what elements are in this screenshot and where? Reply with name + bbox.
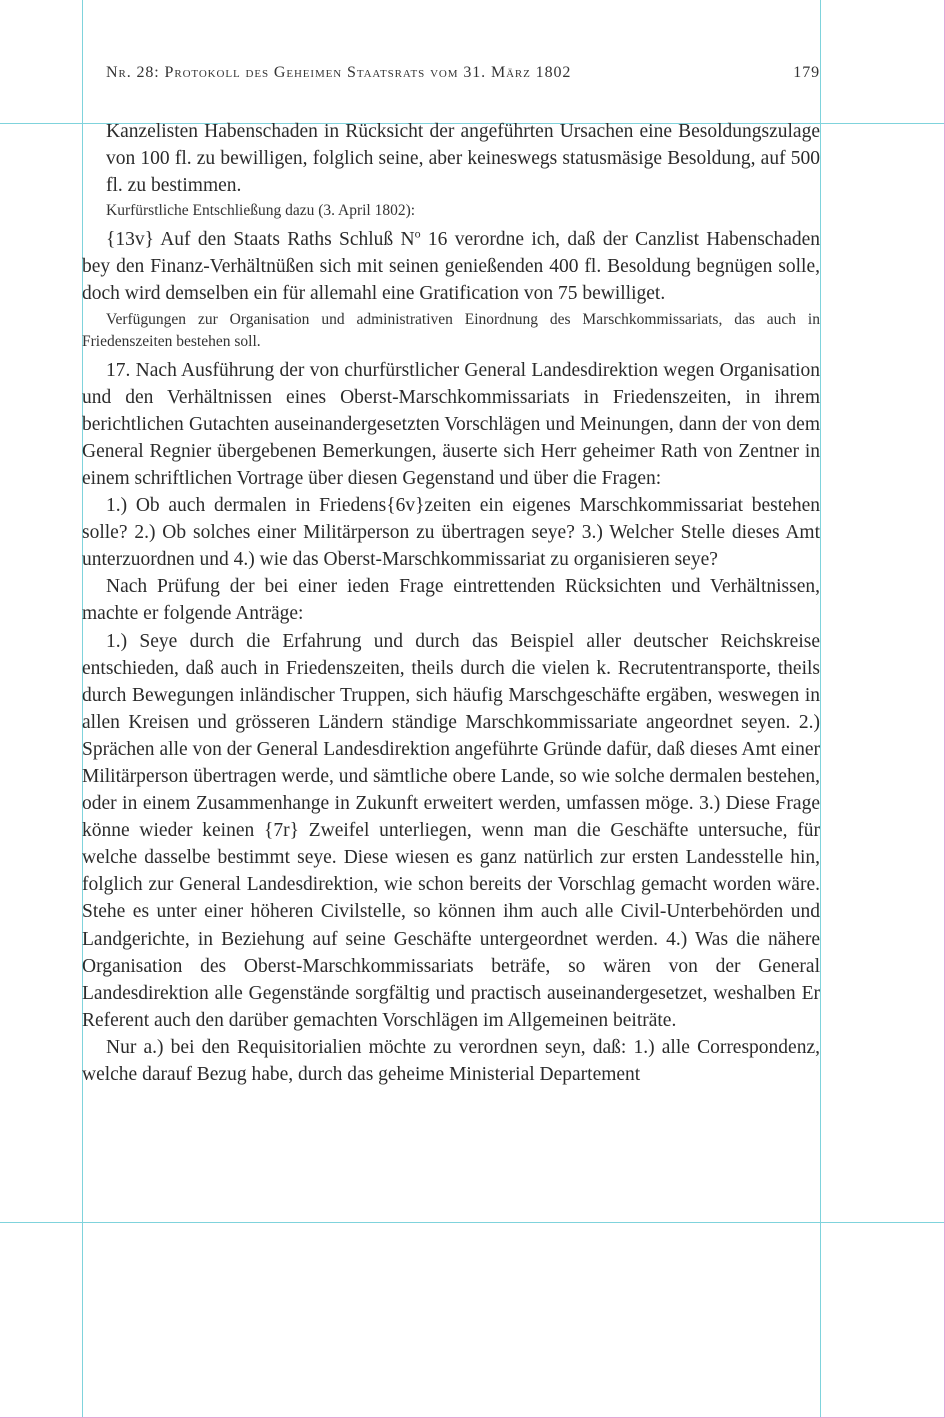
- running-header: [106, 64, 820, 82]
- section-heading-marschkommissariat: Verfügungen zur Organisation und administrativen Einordnung des Marschkommissariats, das auch in Friedenszeiten bestehen soll.: [82, 310, 820, 350]
- section-heading-resolution: Kurfürstliche Entschließung dazu (3. April 1802):: [106, 202, 416, 220]
- margin-guide-bottom: [0, 1222, 945, 1223]
- page-number: 179: [793, 64, 820, 81]
- paragraph-continuation: Kanzelisten Habenschaden in Rücksicht der angeführten Ursachen eine Besoldungszulage von 100 fl. zu bewilligen, folglich seine, aber keineswegs statusmäsige Besoldung, auf 500 fl. zu bestimmen.: [106, 121, 820, 197]
- paragraph-proposals: 1.) Seye durch die Erfahrung und durch das Beispiel aller deutscher Reichskreise entschieden, daß auch in Friedenszeiten, theils durch die vielen k. Recrutentransporte, theils durch Bewegungen inländischer Truppen, sich häufig Marschgeschäfte ergäben, weswegen in allen Kreisen und grösseren Ländern ständige Marschkommissariate angeordnet seyen. 2.) Sprächen alle von der General Landesdirektion angeführte Gründe dafür, daß dieses Amt einer Militärperson übertragen werde, und sämtliche obere Lande, so wie solche dermalen bestehen, oder in einem Zusammenhange in Zukunft erweitert werden, umfassen möge. 3.) Diese Frage könne wieder keinen {7r} Zweifel unterliegen, wenn man die Geschäfte untersuche, für welche dasselbe bestimmt seye. Diese wiesen es ganz natürlich zur ersten Landesstelle hin, folglich zur General Landesdirektion, wie schon bereits der Vorschlag gemacht worden wäre. Stehe es unter einer höheren Civilstelle, so können ihm auch alle Civil-Unterbehörden und Landgerichte, in Beziehung auf seine Geschäfte untergeordnet werden. 4.) Was die nähere Organisation des Oberst-Marschkommissariats beträfe, so wären von der General Landesdirektion alle Gegenstände sorgfältig und practisch auseinandergesetzet, weshalben Er Referent auch den darüber gemachten Vorschlägen im Allgemeinen beiträte.: [82, 630, 820, 1031]
- numero-superscript: o: [414, 226, 421, 241]
- page-body: [82, 118, 820, 1088]
- resolution-text-start: {13v} Auf den Staats Raths Schluß N: [106, 229, 415, 251]
- resolution-text-end: 16 verordne ich, daß der Canzlist Habenschaden bey den Finanz-Verhältnüßen sich mit seinen genießenden 400 fl. Besoldung begnügen solle, doch wird demselben ein für allemahl eine Gratification von 75 bewilliget.: [82, 229, 821, 305]
- margin-guide-right: [820, 0, 821, 1418]
- paragraph-resolution: [82, 226, 820, 307]
- paragraph-examination: Nach Prüfung der bei einer ieden Frage eintrettenden Rücksichten und Verhältnissen, machte er folgende Anträge:: [82, 576, 820, 625]
- header-title: Nr. 28: Protokoll des Geheimen Staatsrats vom 31. März 1802: [106, 64, 572, 81]
- paragraph-17: 17. Nach Ausführung der von churfürstlicher General Landesdirektion wegen Organisation und den Verhältnissen eines Oberst-Marschkommissariats in Friedenszeiten, in ihrem berichtlichen Gutachten auseinandergesetzten Vorschlägen und Meinungen, dann der von dem General Regnier übergebenen Bemerkungen, äuserte sich Herr geheimer Rath von Zentner in einem schriftlichen Vortrage über diesen Gegenstand und über die Fragen:: [82, 359, 820, 489]
- paragraph-questions: 1.) Ob auch dermalen in Friedens{6v}zeiten ein eigenes Marschkommissariat bestehen solle? 2.) Ob solches einer Militärperson zu übertragen seye? 3.) Welcher Stelle dieses Amt unterzuordnen und 4.) wie das Oberst-Marschkommissariat zu organisieren seye?: [82, 495, 820, 571]
- paragraph-requisitorialien: Nur a.) bei den Requisitorialien möchte zu verordnen seyn, daß: 1.) alle Correspondenz, welche darauf Bezug habe, durch das geheime Ministerial Departement: [82, 1036, 820, 1085]
